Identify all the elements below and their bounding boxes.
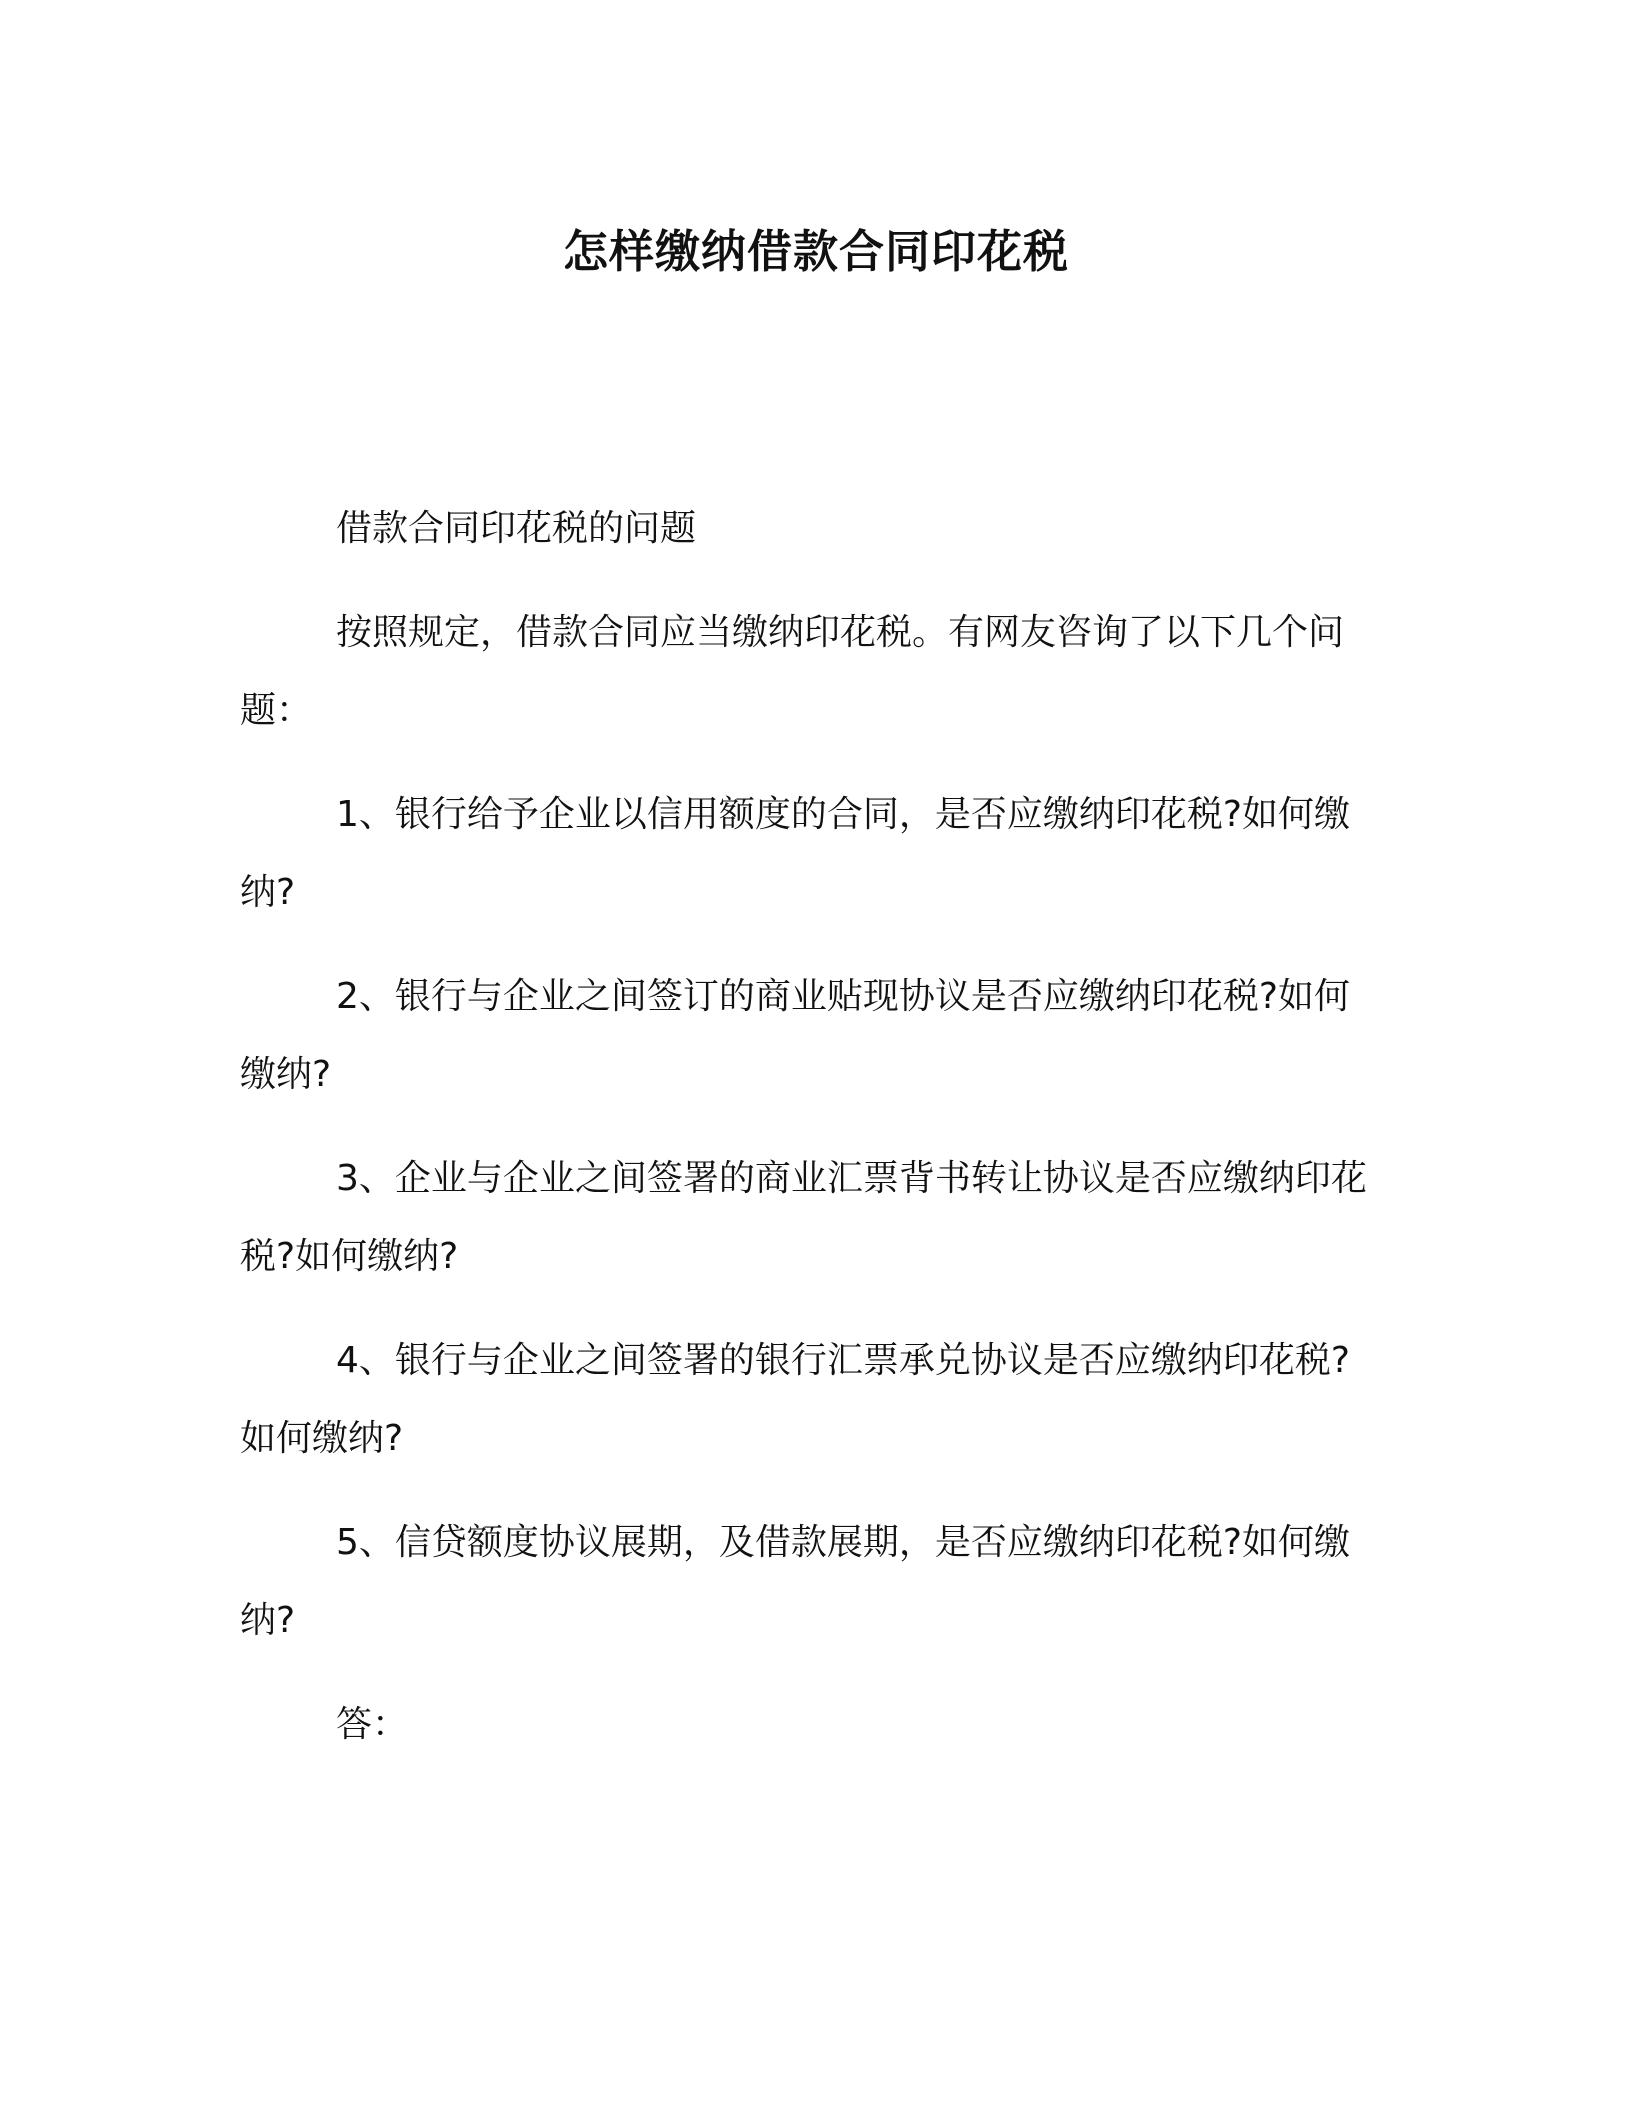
paragraph-question-3: 3、企业与企业之间签署的商业汇票背书转让协议是否应缴纳印花税?如何缴纳? — [240, 1158, 1367, 1277]
paragraph-intro: 按照规定，借款合同应当缴纳印花税。有网友咨询了以下几个问题： — [240, 612, 1345, 731]
paragraph-question-5: 5、信贷额度协议展期，及借款展期，是否应缴纳印花税?如何缴纳? — [240, 1522, 1351, 1641]
paragraph-question-4: 4、银行与企业之间签署的银行汇票承兑协议是否应缴纳印花税?如何缴纳? — [240, 1340, 1351, 1459]
document-title: 怎样缴纳借款合同印花税 — [562, 225, 1069, 278]
paragraph-question-2: 2、银行与企业之间签订的商业贴现协议是否应缴纳印花税?如何缴纳? — [240, 976, 1351, 1095]
paragraph-heading: 借款合同印花税的问题 — [336, 508, 697, 549]
document-body — [240, 490, 1380, 1790]
paragraph-question-1: 1、银行给予企业以信用额度的合同，是否应缴纳印花税?如何缴纳? — [240, 794, 1351, 913]
paragraph-answer-label: 答： — [336, 1704, 409, 1745]
